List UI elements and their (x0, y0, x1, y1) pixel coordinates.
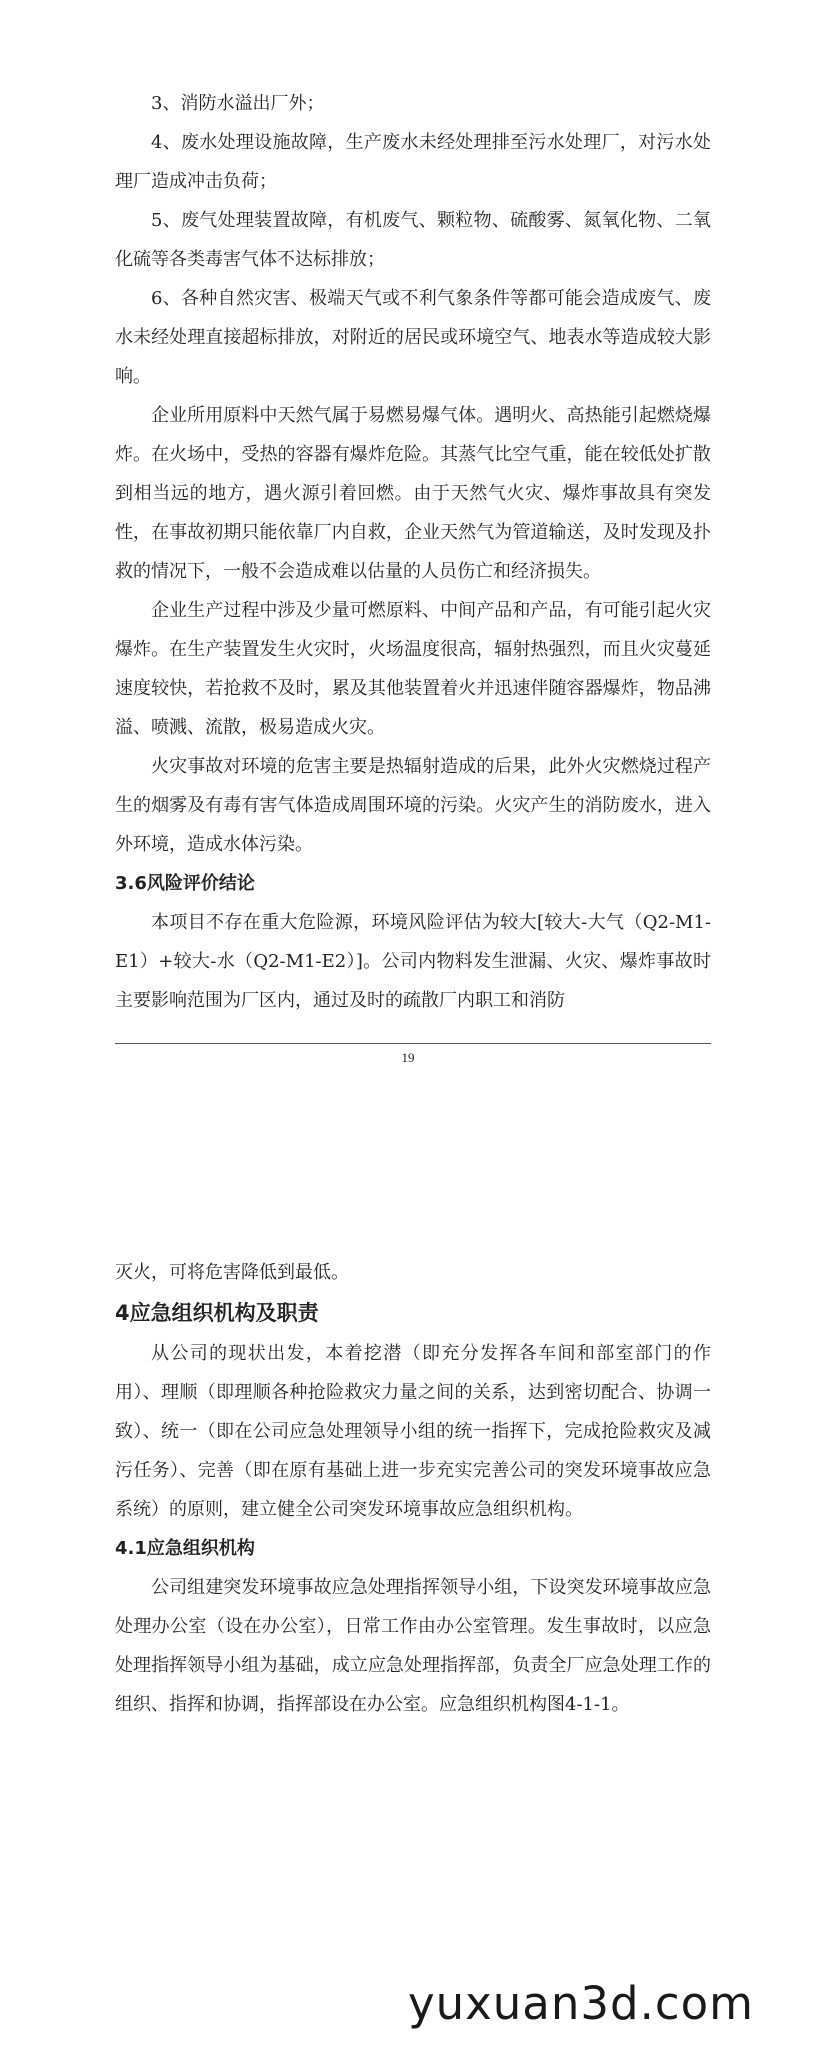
section-4-1-paragraph: 公司组建突发环境事故应急处理指挥领导小组，下设突发环境事故应急处理办公室（设在办公室），日常工作由办公室管理。发生事故时，以应急处理指挥领导小组为基础，成立应急处理指挥部，负责全厂应急处理工作的组织、指挥和协调，指挥部设在办公室。应急组织机构图4-1-1。 (115, 1577, 711, 1715)
footer-divider (115, 1043, 711, 1044)
section-3-6-paragraph: 本项目不存在重大危险源，环境风险评估为较大[较大-大气（Q2-M1-E1）+较大-水（Q2-M1-E2）]。公司内物料发生泄漏、火灾、爆炸事故时主要影响范围为厂区内，通过及时的疏散厂内职工和消防 (115, 912, 711, 1011)
chapter-4-paragraph: 从公司的现状出发，本着挖潜（即充分发挥各车间和部室部门的作用）、理顺（即理顺各种抢险救灾力量之间的关系，达到密切配合、协调一致）、统一（即在公司应急处理领导小组的统一指挥下，完成抢险救灾及减污任务）、完善（即在原有基础上进一步充实完善公司的突发环境事故应急系统）的原则，建立健全公司突发环境事故应急组织机构。 (115, 1343, 711, 1520)
paragraph-item-5: 5、废气处理装置故障，有机废气、颗粒物、硫酸雾、氮氧化物、二氧化硫等各类毒害气体不达标排放； (115, 210, 711, 270)
section-4-1-heading: 4.1应急组织机构 (115, 1538, 255, 1559)
page-body (115, 1253, 711, 1724)
paragraph-fire-hazard: 火灾事故对环境的危害主要是热辐射造成的后果，此外火灾燃烧过程产生的烟雾及有毒有害气体造成周围环境的污染。火灾产生的消防废水，进入外环境，造成水体污染。 (115, 756, 711, 855)
section-3-6-heading: 3.6风险评价结论 (115, 873, 255, 894)
page-body (115, 84, 711, 1020)
chapter-4-heading: 4应急组织机构及职责 (115, 1301, 319, 1325)
document-page-20 (0, 1095, 816, 2052)
watermark-text: yuxuan3d.com (407, 1977, 754, 2030)
paragraph-fire-explosion: 企业生产过程中涉及少量可燃原料、中间产品和产品，有可能引起火灾爆炸。在生产装置发生火灾时，火场温度很高，辐射热强烈，而且火灾蔓延速度较快，若抢救不及时，累及其他装置着火并迅速伴随容器爆炸，物品沸溢、喷溅、流散，极易造成火灾。 (115, 600, 711, 738)
paragraph-item-6: 6、各种自然灾害、极端天气或不利气象条件等都可能会造成废气、废水未经处理直接超标排放，对附近的居民或环境空气、地表水等造成较大影响。 (115, 288, 711, 387)
paragraph-item-4: 4、废水处理设施故障，生产废水未经处理排至污水处理厂，对污水处理厂造成冲击负荷； (115, 132, 711, 192)
paragraph-item-3: 3、消防水溢出厂外； (151, 93, 325, 114)
continuation-paragraph: 灭火，可将危害降低到最低。 (115, 1262, 349, 1283)
page-number: 19 (401, 1050, 415, 1065)
paragraph-natural-gas: 企业所用原料中天然气属于易燃易爆气体。遇明火、高热能引起燃烧爆炸。在火场中，受热的容器有爆炸危险。其蒸气比空气重，能在较低处扩散到相当远的地方，遇火源引着回燃。由于天然气火灾、爆炸事故具有突发性，在事故初期只能依靠厂内自救，企业天然气为管道输送，及时发现及扑救的情况下，一般不会造成难以估量的人员伤亡和经济损失。 (115, 405, 711, 582)
